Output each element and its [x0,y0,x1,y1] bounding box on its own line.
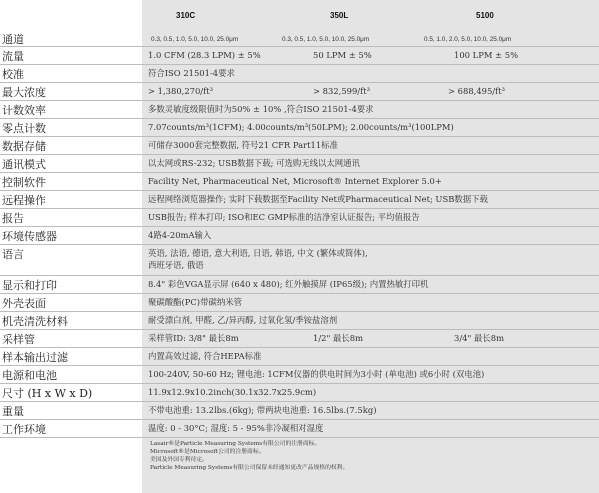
row-label: 校准 [2,68,24,81]
row-label: 通讯模式 [2,158,46,171]
spec-row-operating-environment [0,420,599,438]
row-label: 采样管 [2,333,35,346]
value-all: 符合ISO 21501-4要求 [148,68,235,78]
value-310c: 采样管ID: 3/8" 最长8m [148,333,239,343]
model-350l-header: 350L [330,11,349,20]
spec-row-exhaust-filter [0,348,599,366]
spec-row-cleaning-agents [0,312,599,330]
model-310c-header: 310C [176,11,196,20]
spec-row-weight [0,402,599,420]
footnote-rights: Particle Measuring Systems有限公司保留未经通知更改产品规格的权利。 [150,465,349,471]
value-5100: > 688,495/ft³ [448,86,505,96]
row-label: 报告 [2,212,24,225]
spec-row-control-software [0,173,599,191]
spec-row-counting-efficiency [0,101,599,119]
value-all: 聚碳酸酯(PC)带碳纳米管 [148,297,242,307]
spec-row-data-storage [0,137,599,155]
value-5100: 0.5, 1.0, 2.0, 5.0, 10.0, 25.0μm [424,36,512,43]
footnote-patents: 美国及外国专利待定。 [150,457,208,463]
value-5100: 100 LPM ± 5% [454,50,519,60]
value-all: USB报告; 样本打印; ISO和EC GMP标准的洁净室认证报告; 平均值报告 [148,212,420,222]
footnote-trademark-lasair: Lasair®是Particle Measuring Systems有限公司的注册商标。 [150,441,321,447]
model-5100-header: 5100 [476,11,494,20]
spec-row-environment-sensor [0,227,599,245]
spec-row-calibration [0,65,599,83]
spec-row-max-concentration [0,83,599,101]
spec-row-sample-tubing [0,330,599,348]
row-label: 工作环境 [2,423,46,436]
value-all: 不带电池重: 13.2lbs.(6kg); 带两块电池重: 16.5lbs.(7.5kg) [148,405,377,415]
value-all: 英语, 法语, 德语, 意大利语, 日语, 韩语, 中文 (繁体或简体), [148,248,368,258]
row-label: 样本输出过滤 [2,351,68,364]
value-310c: 1.0 CFM (28.3 LPM) ± 5% [148,50,261,60]
spec-row-channels [0,30,599,47]
row-label: 显示和打印 [2,279,57,292]
spec-row-dimensions [0,384,599,402]
spec-row-housing-surface [0,294,599,312]
value-all: 100-240V, 50-60 Hz; 锂电池: 1CFM仪器的供电时间为3小时 (单电池) 或6小时 (双电池) [148,369,485,379]
spec-row-languages [0,245,599,276]
spec-row-remote-operation [0,191,599,209]
spec-row-power-battery [0,366,599,384]
value-310c: 0.3, 0.5, 1.0, 5.0, 10.0, 25.0μm [151,36,239,43]
spec-row-display-printer [0,276,599,294]
value-all: 可储存3000套完整数据, 符号21 CFR Part11标准 [148,140,338,150]
value-all: 耐受漂白剂, 甲醛, 乙/异丙醇, 过氧化氢/季铵盐溶剂 [148,315,338,325]
row-label: 通道 [2,33,24,46]
row-label: 尺寸 (H x W x D) [2,387,93,400]
spec-row-flow-rate [0,47,599,65]
row-label: 外壳表面 [2,297,46,310]
value-all: 远程网络浏览器操作; 实时下载数据至Facility Net或Pharmaceutical Net; USB数据下载 [148,194,488,204]
value-all: 内置高效过滤, 符合HEPA标准 [148,351,262,361]
value-all: 11.9x12.9x10.2inch(30.1x32.7x25.9cm) [148,387,317,397]
row-label: 数据存储 [2,140,46,153]
value-all: Facility Net, Pharmaceutical Net, Microsoft® Internet Explorer 5.0+ [148,176,442,186]
value-all: 8.4" 彩色VGA显示屏 (640 x 480); 红外触摸屏 (IP65级); 内置热敏打印机 [148,279,429,289]
value-350l: 0.3, 0.5, 1.0, 5.0, 10.0, 25.0μm [282,36,370,43]
value-all: 温度: 0 - 30°C; 湿度: 5 - 95%非冷凝相对湿度 [148,423,324,433]
value-350l: 1/2" 最长8m [313,333,364,343]
row-label: 最大浓度 [2,86,46,99]
row-label: 电源和电池 [2,369,57,382]
footnote-trademark-microsoft: Microsoft®是Microsoft公司的注册商标。 [150,449,265,455]
spec-row-reports [0,209,599,227]
value-310c: > 1,380,270/ft³ [148,86,213,96]
value-350l: 50 LPM ± 5% [313,50,372,60]
row-label: 流量 [2,50,24,63]
row-label: 零点计数 [2,122,46,135]
row-label: 语言 [2,248,24,261]
row-label: 控制软件 [2,176,46,189]
value-all: 4路4-20mA输入 [148,230,212,240]
value-all-line2: 西班牙语, 俄语 [148,260,204,270]
value-all: 以太网或RS-232; USB数据下载; 可选购无线以太网通讯 [148,158,360,168]
row-label: 机壳清洗材料 [2,315,68,328]
spec-row-communication [0,155,599,173]
spec-row-zero-count [0,119,599,137]
value-all: 多数灵敏度级限值时为50% ± 10% ,符合ISO 21501-4要求 [148,104,374,114]
value-350l: > 832,599/ft³ [313,86,370,96]
row-label: 远程操作 [2,194,46,207]
row-label: 计数效率 [2,104,46,117]
row-label: 环境传感器 [2,230,57,243]
value-all: 7.07counts/m³(1CFM); 4.00counts/m³(50LPM); 2.00counts/m³(100LPM) [148,122,454,132]
value-5100: 3/4" 最长8m [454,333,505,343]
row-label: 重量 [2,405,24,418]
